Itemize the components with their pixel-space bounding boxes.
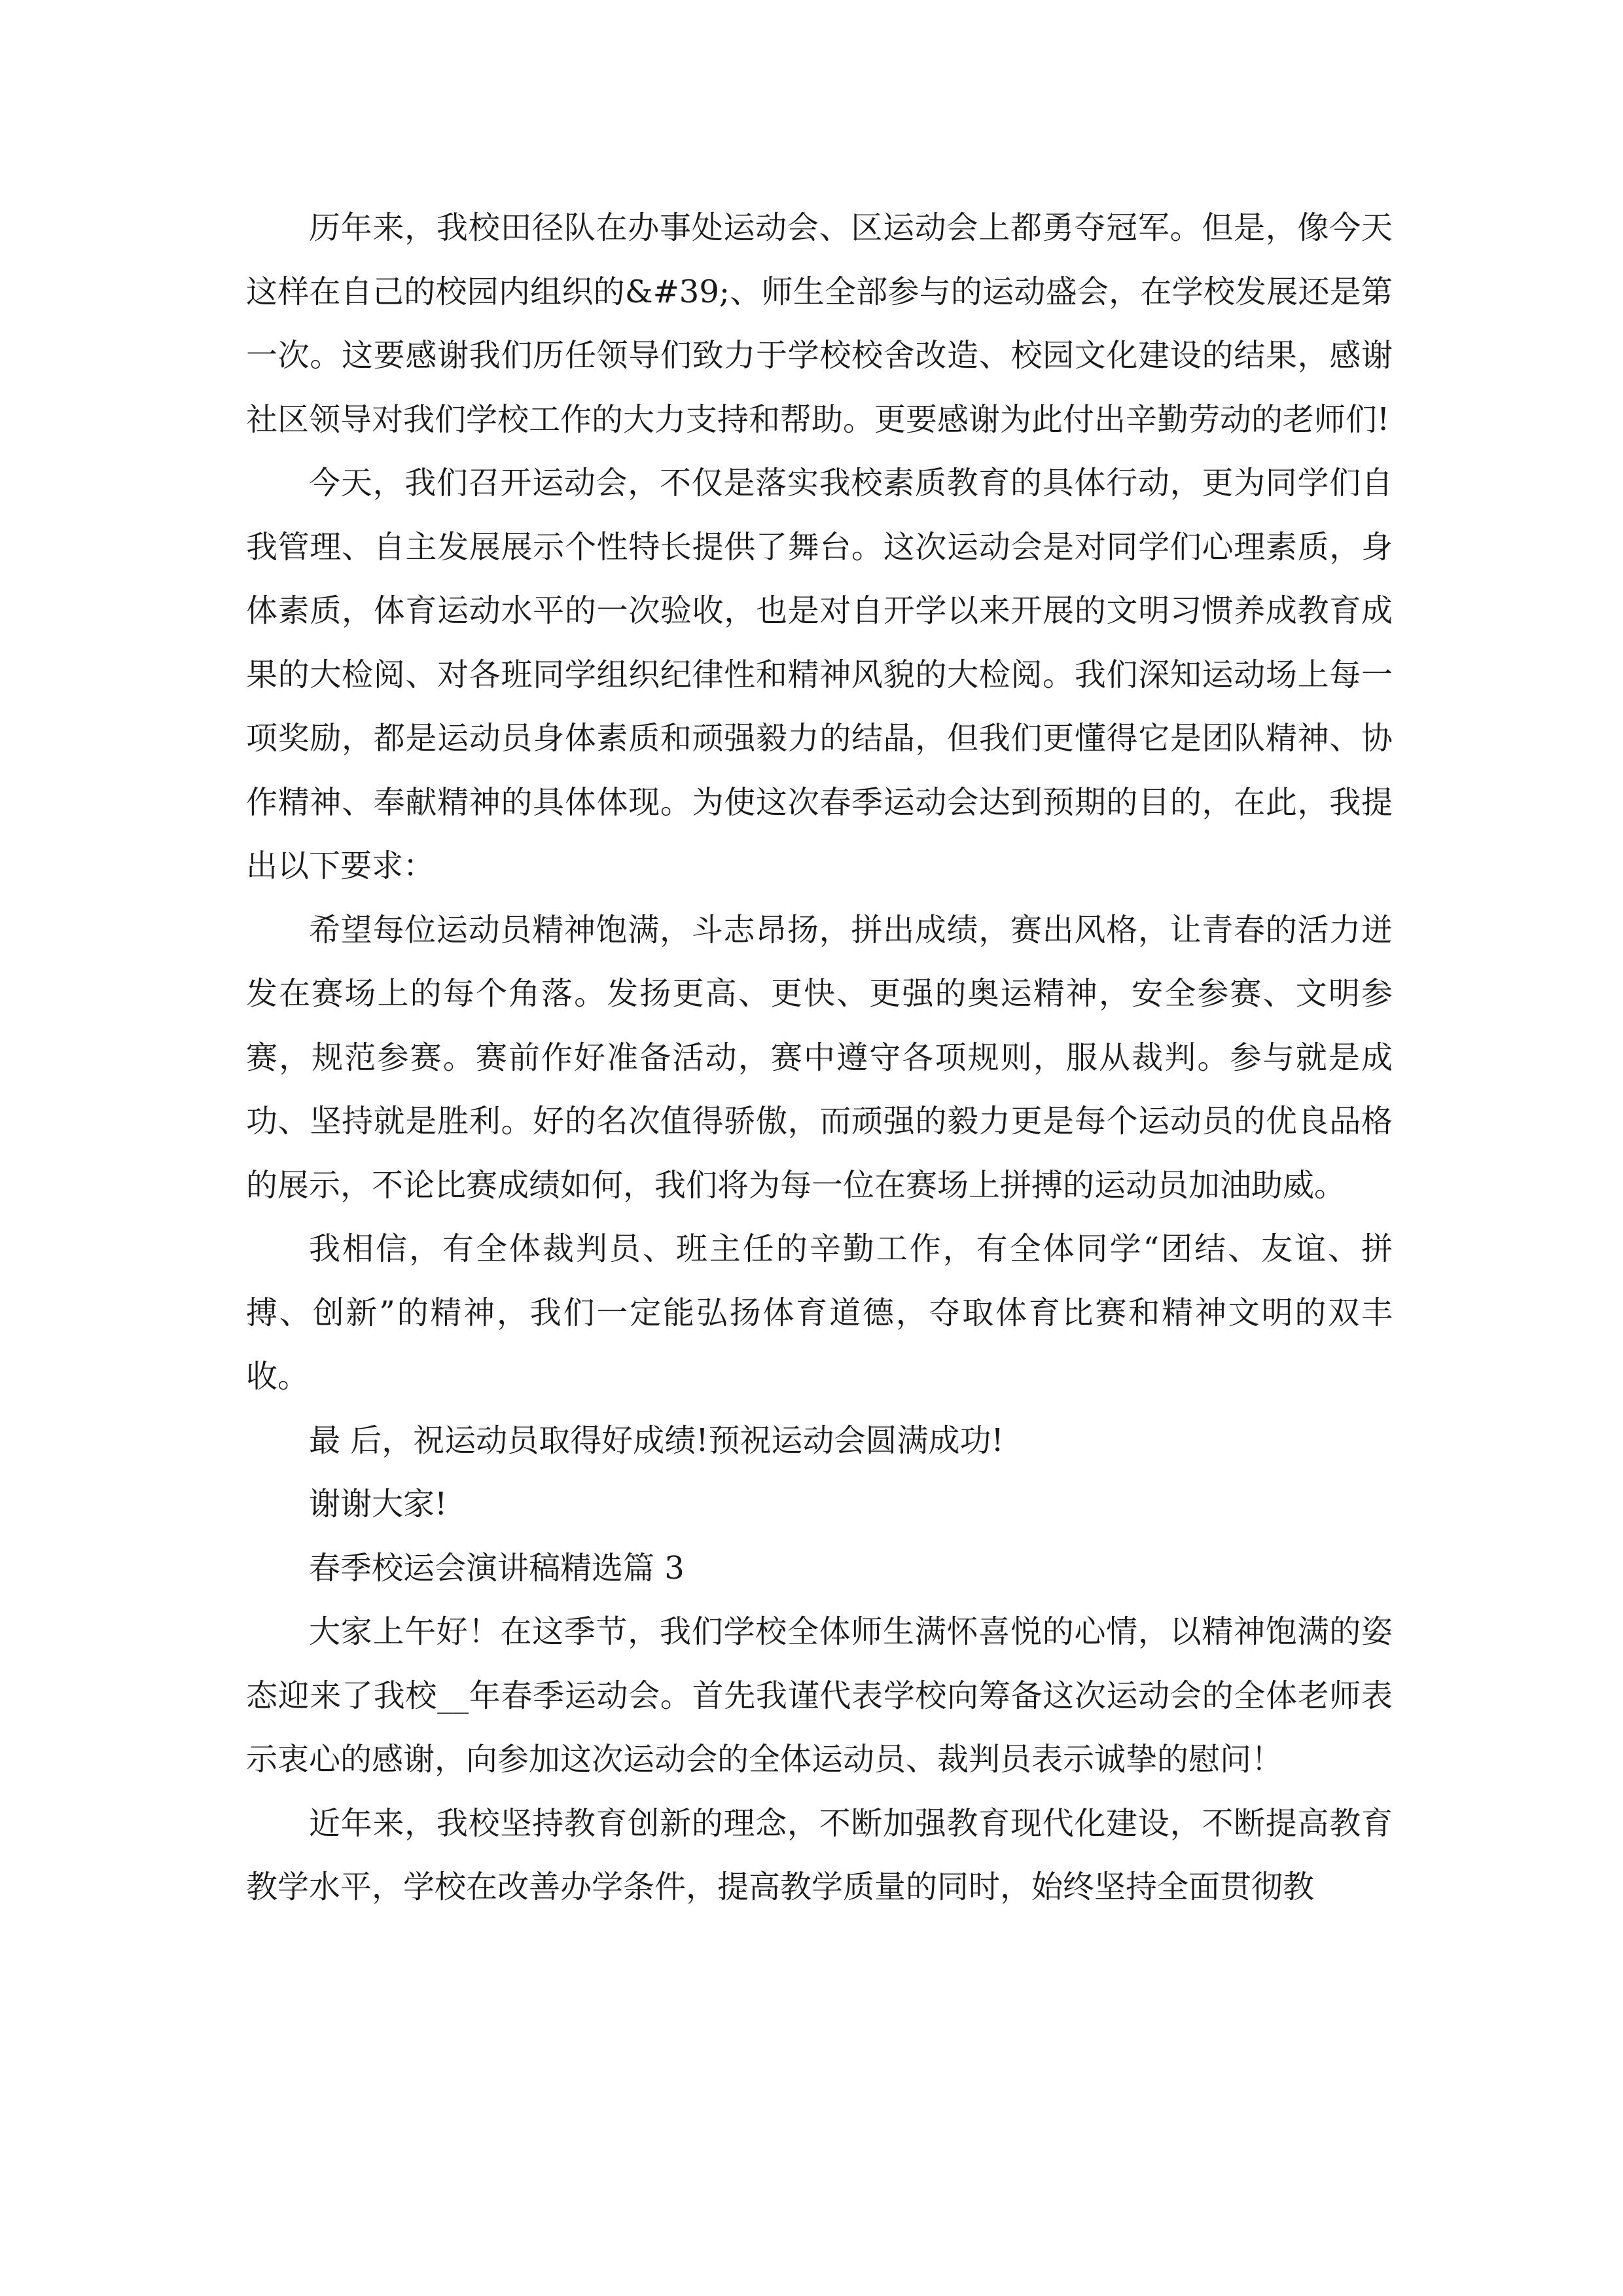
paragraph-hopes: 希望每位运动员精神饱满，斗志昂扬，拼出成绩，赛出风格，让青春的活力迸发在赛场上的每个角落。发扬更高、更快、更强的奥运精神，安全参赛、文明参赛，规范参赛。赛前作好准备活动，赛中遵守各项规则，服从裁判。参与就是成功、坚持就是胜利。好的名次值得骄傲，而顽强的毅力更是每个运动员的优良品格的展示，不论比赛成绩如何，我们将为每一位在赛场上拼搏的运动员加油助威。 <box>246 911 1393 1204</box>
paragraph-belief: 我相信，有全体裁判员、班主任的辛勤工作，有全体同学“团结、友谊、拼搏、创新”的精神，我们一定能弘扬体育道德，夺取体育比赛和精神文明的双丰收。 <box>246 1230 1393 1395</box>
paragraph-history: 历年来，我校田径队在办事处运动会、区运动会上都勇夺冠军。但是，像今天这样在自己的校园内组织的&#39;、师生全部参与的运动盛会，在学校发展还是第一次。这要感谢我们历任领导们致力于学校校舍改造、校园文化建设的结果，感谢社区领导对我们学校工作的大力支持和帮助。更要感谢为此付出辛勤劳动的老师们! <box>246 209 1393 438</box>
paragraph-today: 今天，我们召开运动会，不仅是落实我校素质教育的具体行动，更为同学们自我管理、自主发展展示个性特长提供了舞台。这次运动会是对同学们心理素质，身体素质，体育运动水平的一次验收，也是对自开学以来开展的文明习惯养成教育成果的大检阅、对各班同学组织纪律性和精神风貌的大检阅。我们深知运动场上每一项奖励，都是运动员身体素质和顽强毅力的结晶，但我们更懂得它是团队精神、协作精神、奉献精神的具体体现。为使这次春季运动会达到预期的目的，在此，我提出以下要求： <box>246 465 1393 884</box>
paragraph-closing: 最 后，祝运动员取得好成绩!预祝运动会圆满成功! <box>309 1422 1004 1459</box>
paragraph-thanks: 谢谢大家! <box>309 1486 448 1522</box>
paragraph-greeting: 大家上午好！在这季节，我们学校全体师生满怀喜悦的心情，以精神饱满的姿态迎来了我校__年春季运动会。首先我谨代表学校向筹备这次运动会的全体老师表示衷心的感谢，向参加这次运动会的全体运动员、裁判员表示诚挚的慰问！ <box>246 1613 1393 1778</box>
paragraph-recent-years: 近年来，我校坚持教育创新的理念，不断加强教育现代化建设，不断提高教育教学水平，学校在改善办学条件，提高教学质量的同时，始终坚持全面贯彻教 <box>246 1804 1393 1905</box>
section-heading: 春季校运会演讲稿精选篇 3 <box>309 1549 685 1587</box>
document-body <box>246 196 1393 1920</box>
